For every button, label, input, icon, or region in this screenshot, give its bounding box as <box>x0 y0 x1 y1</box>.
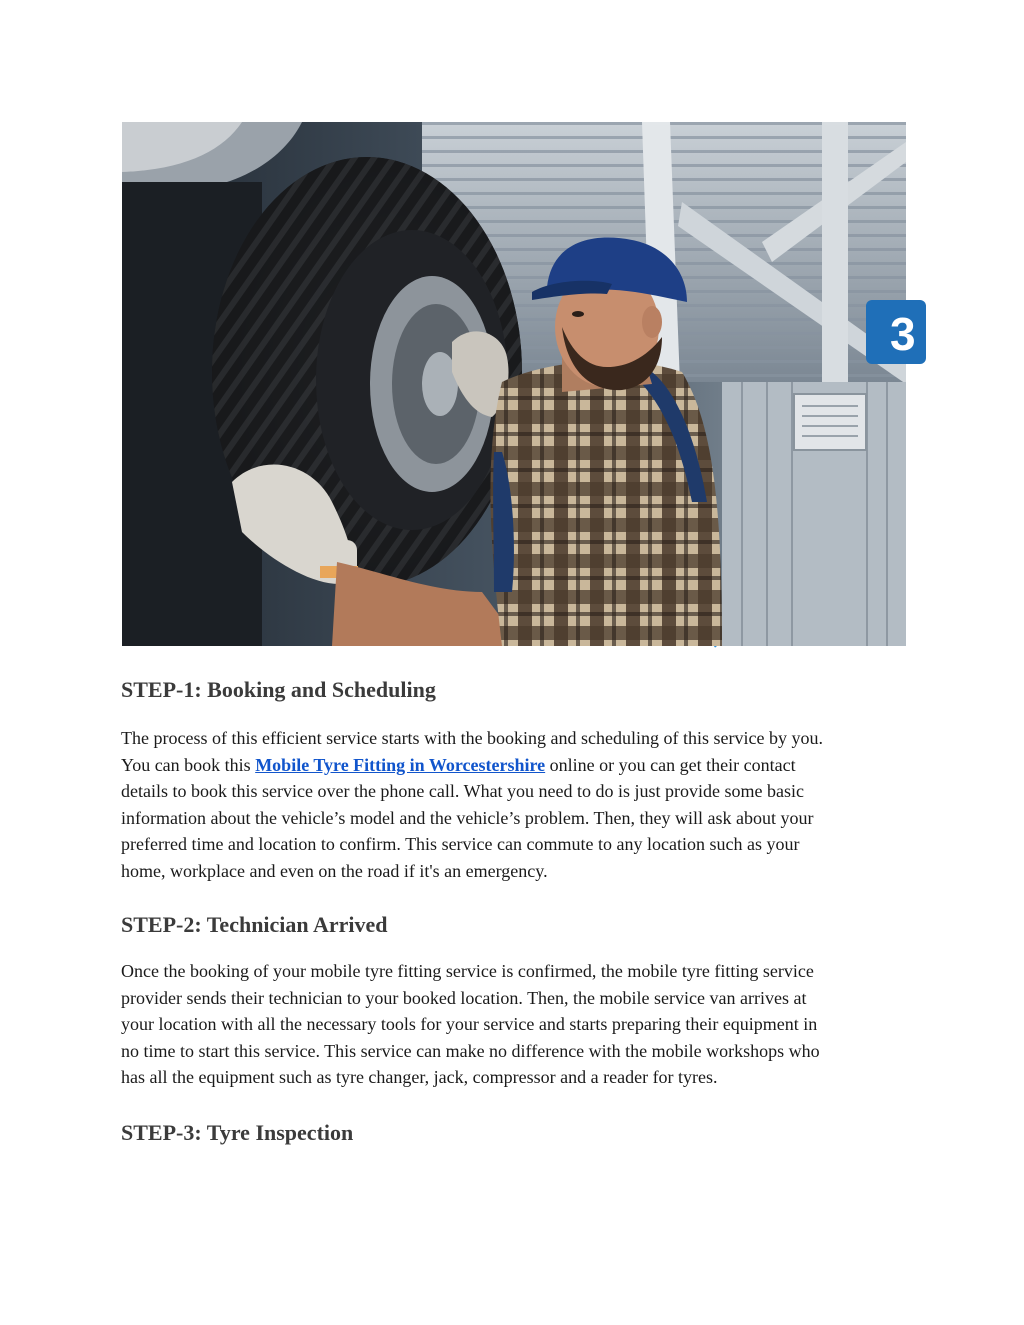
mechanic-tyre-photo <box>122 122 916 646</box>
step-1-line-3: details to book this service over the phone call. What you need to do is just provide some basic <box>121 781 805 802</box>
step-1-line-2-start: You can book this <box>121 754 256 775</box>
step-2-line-4: no time to start this service. This service can make no difference with the mobile workshops who <box>121 1040 820 1061</box>
mobile-tyre-fitting-link[interactable]: Mobile Tyre Fitting in Worcestershire <box>255 754 546 775</box>
step-2-heading: STEP-2: Technician Arrived <box>121 912 388 937</box>
step-1-heading: STEP-1: Booking and Scheduling <box>121 677 436 702</box>
step-1-line-2 <box>121 752 911 779</box>
step-1-line-2-end: online or you can get their contact <box>545 754 796 775</box>
step-1-line-4: information about the vehicle’s model and the vehicle’s problem. Then, they will ask about your <box>121 807 814 828</box>
step-2-line-5: has all the equipment such as tyre changer, jack, compressor and a reader for tyres. <box>121 1067 718 1088</box>
sign-number: 3 <box>890 308 916 360</box>
step-1-line-5: preferred time and location to confirm. This service can commute to any location such as your <box>121 834 800 855</box>
step-2-line-3: your location with all the necessary tools for your service and starts preparing their equipment in <box>121 1014 818 1035</box>
step-1-paragraph <box>121 725 911 885</box>
step-3-heading: STEP-3: Tyre Inspection <box>121 1120 354 1145</box>
step-1-line-6: home, workplace and even on the road if it's an emergency. <box>121 860 548 881</box>
step-2-line-2: provider sends their technician to your booked location. Then, the mobile service van arrives at <box>121 987 807 1008</box>
step-2-line-1: Once the booking of your mobile tyre fitting service is confirmed, the mobile tyre fitting service <box>121 961 814 981</box>
step-1-line-1: The process of this efficient service starts with the booking and scheduling of this service by you. <box>121 728 823 748</box>
step-2-paragraph <box>121 958 911 1091</box>
